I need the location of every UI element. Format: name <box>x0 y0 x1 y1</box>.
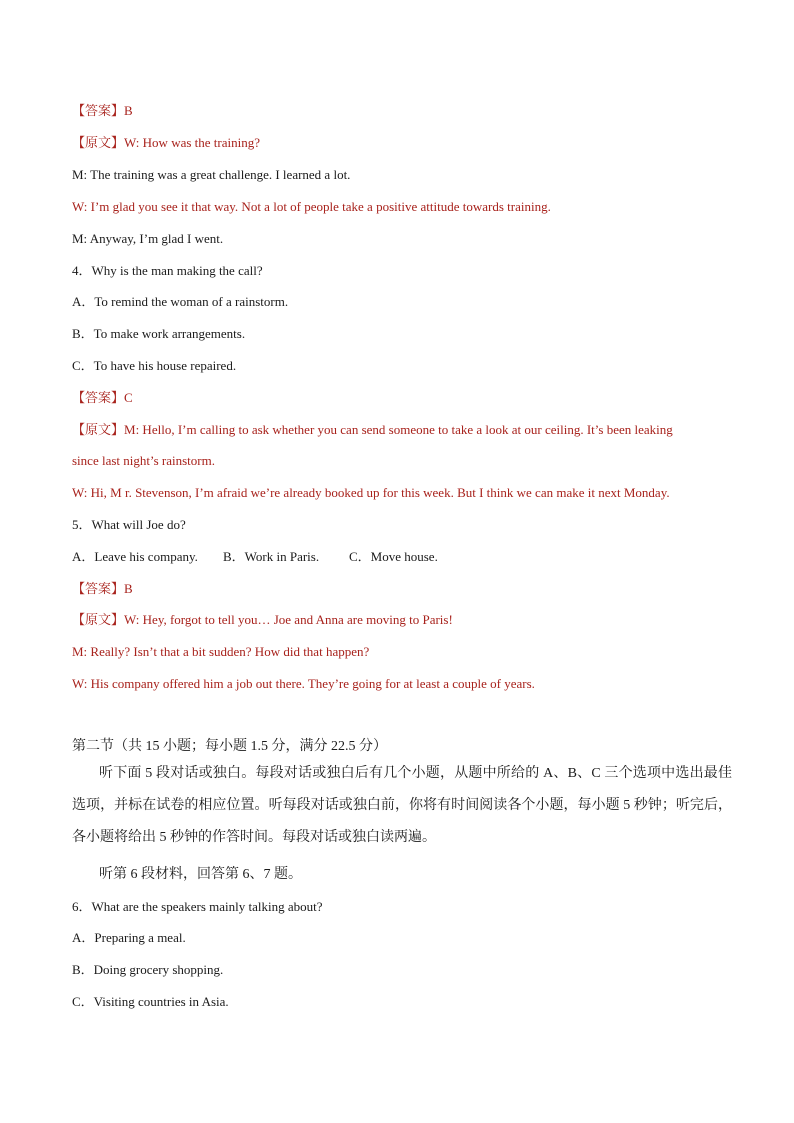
transcript-text: W: How was the training? <box>124 135 260 150</box>
transcript-line: since last night’s rainstorm. <box>72 453 215 468</box>
transcript-text: W: Hey, forgot to tell you… Joe and Anna are moving to Paris! <box>124 612 453 627</box>
answer-line-q3 <box>72 102 133 120</box>
transcript-line <box>72 134 260 152</box>
option-a: A．Leave his company. <box>72 549 198 564</box>
options-row <box>72 548 438 566</box>
answer-tag: 【答案】 <box>72 390 125 405</box>
section-heading: 第二节（共 15 小题；每小题 1.5 分，满分 22.5 分） <box>72 739 387 754</box>
option-c: C．Move house. <box>349 549 438 564</box>
transcript-line: M: Anyway, I’m glad I went. <box>72 231 224 246</box>
transcript-text: M: Hello, I’m calling to ask whether you can send someone to take a look at our ceiling. It’s been leaking <box>124 422 673 437</box>
answer-line-q5 <box>72 580 133 598</box>
question-5: 5．What will Joe do? <box>72 517 186 532</box>
transcript-line: W: His company offered him a job out there. They’re going for at least a couple of years. <box>72 676 535 691</box>
option-b: B．Doing grocery shopping. <box>72 962 224 977</box>
option-c: C．Visiting countries in Asia. <box>72 994 229 1009</box>
transcript-tag: 【原文】 <box>72 612 125 627</box>
option-b: B．Work in Paris. <box>223 549 320 564</box>
section-instructions: 听下面 5 段对话或独白。每段对话或独白后有几个小题，从题中所给的 A、B、C 三个选项中选出最佳选项，并标在试卷的相应位置。听每段对话或独白前，你将有时间阅读各个小题，每小题 5 秒钟；听完后，各小题将给出 5 秒钟的作答时间。每段对话或独白读两遍。 <box>72 766 732 845</box>
option-a: A．Preparing a meal. <box>72 930 186 945</box>
transcript-line: M: The training was a great challenge. I learned a lot. <box>72 167 351 182</box>
transcript-tag: 【原文】 <box>72 135 125 150</box>
transcript-line: W: Hi, M r. Stevenson, I’m afraid we’re already booked up for this week. But I think we can make it next Monday. <box>72 485 670 500</box>
answer-value: B <box>124 103 133 118</box>
option-b: B．To make work arrangements. <box>72 326 246 341</box>
transcript-line: W: I’m glad you see it that way. Not a lot of people take a positive attitude towards training. <box>72 199 551 214</box>
answer-value: B <box>124 581 133 596</box>
answer-tag: 【答案】 <box>72 581 125 596</box>
option-a: A．To remind the woman of a rainstorm. <box>72 294 289 309</box>
answer-tag: 【答案】 <box>72 103 125 118</box>
transcript-line: M: Really? Isn’t that a bit sudden? How did that happen? <box>72 644 370 659</box>
question-6: 6．What are the speakers mainly talking about? <box>72 899 323 914</box>
material-intro: 听第 6 段材料，回答第 6、7 题。 <box>99 867 302 882</box>
question-4: 4．Why is the man making the call? <box>72 263 263 278</box>
transcript-line <box>72 421 673 439</box>
transcript-tag: 【原文】 <box>72 422 125 437</box>
answer-line-q4 <box>72 389 133 407</box>
transcript-line <box>72 611 453 629</box>
option-c: C．To have his house repaired. <box>72 358 237 373</box>
answer-value: C <box>124 390 133 405</box>
